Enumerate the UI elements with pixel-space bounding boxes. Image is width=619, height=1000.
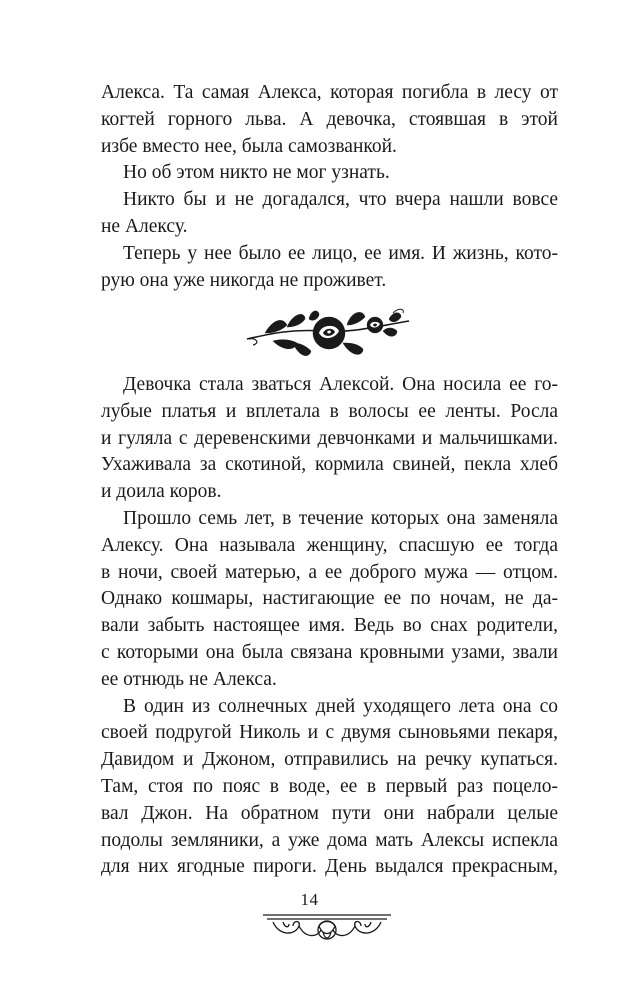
text-line: В один из солнечных дней уходящего лета она со (123, 695, 558, 717)
text-line: не Алексу. (101, 215, 188, 237)
text-line: Никто бы и не догадался, что вчера нашли вовсе (123, 189, 558, 211)
text-line: с которыми она была связана кровными узами, звали (101, 641, 558, 663)
rose-vine-ornament-icon (243, 303, 413, 365)
text-line: Прошло семь лет, в течение которых она заменяла (123, 507, 558, 529)
text-line: и доила коров. (101, 481, 222, 503)
text-line: когтей горного льва. А девочка, стоявшая в этой (101, 108, 558, 130)
text-line: своей подругой Николь и с двумя сыновьями пекаря, (101, 722, 558, 744)
page-number: 14 (300, 890, 319, 909)
text-line: для них ягодные пироги. День выдался прекрасным, (101, 856, 558, 878)
text-line: Ухаживала за скотиной, кормила свиней, пекла хлеб (101, 454, 558, 476)
text-line: Алекса. Та самая Алекса, которая погибла в лесу от (101, 82, 558, 103)
text-line: рую она уже никогда не проживет. (101, 269, 387, 291)
text-line: Теперь у нее было ее лицо, ее имя. И жизнь, кото- (123, 242, 558, 264)
text-section-1 (101, 80, 558, 294)
text-line: и гуляла с деревенскими девчонками и мальчишками. (101, 427, 558, 449)
text-line: Девочка стала зваться Алексой. Она носила ее го- (123, 374, 558, 395)
text-line: ее отнюдь не Алекса. (101, 668, 277, 690)
text-line: лубые платья и вплетала в волосы ее ленты. Росла (101, 400, 558, 422)
scroll-flourish-icon (259, 910, 395, 944)
text-line: Алексу. Она называла женщину, спасшую ее тогда (101, 534, 558, 556)
text-line: Но об этом никто не мог узнать. (123, 162, 390, 184)
text-line: избе вместо нее, была самозванкой. (101, 135, 397, 157)
text-line: подолы земляники, а уже дома мать Алексы испекла (101, 829, 558, 851)
text-line: Давидом и Джоном, отправились на речку купаться. (101, 749, 558, 771)
text-line: вал Джон. На обратном пути они набрали целые (101, 802, 558, 824)
text-line: Однако кошмары, настигающие ее по ночам, не да- (101, 588, 558, 610)
text-line: Там, стоя по пояс в воде, ее в первый раз поцело- (101, 775, 558, 797)
text-line: в ночи, своей матерью, а ее доброго мужа — отцом. (101, 561, 558, 583)
text-line: вали забыть настоящее имя. Ведь во снах родители, (101, 615, 558, 637)
text-section-2 (101, 372, 558, 881)
